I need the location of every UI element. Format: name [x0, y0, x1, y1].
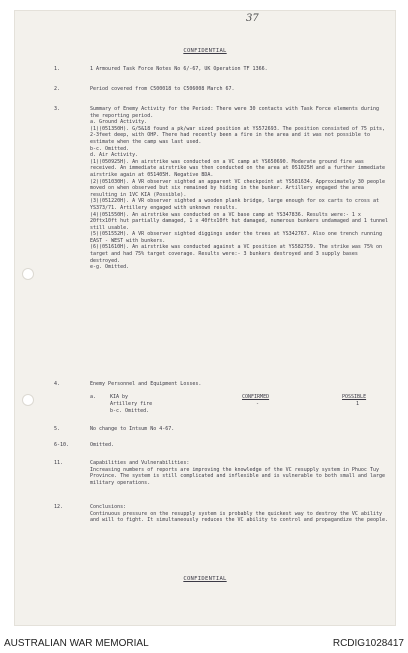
losses-table-header — [90, 394, 388, 401]
column-header-possible: POSSIBLE — [342, 393, 367, 400]
air-entry-4: (4)(051550H). An airstrike was conducted on a VC base camp at YS347836. Results were:- 1 x 20ftx10ft hut partially damaged, 1 x 40ftx10ft hut damaged, numerous bunkers undamaged and 1 tunnel still usable. — [90, 211, 389, 231]
omitted-line: e-g. Omitted. — [90, 264, 130, 271]
reference-line: 1 Armoured Task Force Notes No 6/-67, UK Operation TF 1366. — [90, 66, 268, 72]
column-header-confirmed: CONFIRMED — [242, 393, 270, 400]
air-entry-6: (6)(051610H). An airstrike was conducted against a VC position at YS582759. The strike was 75% on target and had 75% target coverage. Results were:- 3 bunkers destroyed and 3 supply bases destroyed. — [90, 244, 382, 264]
air-entry-5: (5)(051552H). A VR observer sighted diggings under the trees at YS342767. Also one trench running EAST - WEST with bunkers. — [90, 231, 382, 244]
losses-heading: Enemy Personnel and Equipment Losses. — [90, 381, 202, 387]
confirmed-value: - — [256, 400, 260, 407]
section-number: 12. — [54, 504, 64, 510]
record-id: RCDIG1028417 — [332, 638, 404, 649]
archive-footer — [0, 635, 408, 653]
punch-hole — [22, 268, 34, 280]
air-entry-1: (1)(050925H). An airstrike was conducted on a VC camp at YS650690. Moderate ground fire was received. An immediate airstrike was then conducted on the area at 051025H and a further immediate airstrike again at 051405H. Negative BDA. — [90, 158, 386, 178]
document-page — [14, 10, 396, 626]
section-number: 2. — [54, 86, 61, 92]
losses-table-row — [90, 401, 388, 408]
punch-hole — [22, 394, 34, 406]
conclusions-paragraph: Continuous pressure on the resupply system is probably the quickest way to destroy the VC ability and will to fight. It simultaneously reduces the VC ability to control and propagandize the people. — [90, 510, 389, 524]
conclusions-heading: Conclusions: — [90, 504, 127, 510]
footer-classification: CONFIDENTIAL — [183, 576, 227, 582]
subheading-air: d. Air Activity. — [90, 152, 139, 159]
capabilities-paragraph: Increasing numbers of reports are improving the knowledge of the VC resupply system in Phuoc Tuy Province. The system is still complicated and inflexible and is vulnerable to both small and large military operations. — [90, 466, 386, 486]
omitted-line: b-c. Omitted. — [110, 407, 150, 414]
archive-name: AUSTRALIAN WAR MEMORIAL — [4, 638, 149, 649]
section-number: 5. — [54, 426, 61, 432]
capabilities-heading: Capabilities and Vulnerabilities: — [90, 460, 190, 466]
section-number: 3. — [54, 106, 61, 112]
omitted-line: Omitted. — [90, 442, 115, 448]
section-number: 11. — [54, 460, 64, 466]
section-number: 1. — [54, 66, 61, 72]
header-classification: CONFIDENTIAL — [183, 48, 227, 54]
possible-value: 1 — [356, 400, 360, 407]
cause-label: Artillery fire — [110, 400, 153, 407]
subheading-ground: a. Ground Activity. — [90, 119, 148, 126]
omitted-line: b-c. Omitted. — [90, 145, 130, 152]
kia-label: KIA by — [110, 393, 129, 400]
section-number: 4. — [54, 381, 61, 387]
row-label: a. — [90, 393, 97, 400]
no-change-line: No change to Intsum No 4-67. — [90, 426, 175, 432]
summary-paragraph: Summary of Enemy Activity for the Period: There were 30 contacts with Task Force elements during the reporting period. — [90, 106, 379, 119]
ground-entry-1: (1)(051350H). G/5&18 found a pk/war sized position at YS572693. The position consisted of 75 pits, 2-3feet deep, with OHP. There had recently been a fire in the area and it was not possible to estimate when the camp was last used. — [90, 125, 386, 145]
air-entry-3: (3)(051220H). A VR observer sighted a wooden plank bridge, large enough for ox carts to cross at YS373/71. Artillery engaged with unknown results. — [90, 198, 379, 211]
folio-number: 37 — [246, 13, 259, 24]
section-number: 6-10. — [54, 442, 70, 448]
air-entry-2: (2)(051030H). A VR observer sighted an apparent VC checkpoint at YS581634. Approximately 30 people moved on when observed but six remained by hiding in the bunker. Artillery engaged the area resulting in 1VC KIA (Possible). — [90, 178, 386, 198]
period-line: Period covered from C500018 to C506008 March 67. — [90, 86, 235, 92]
